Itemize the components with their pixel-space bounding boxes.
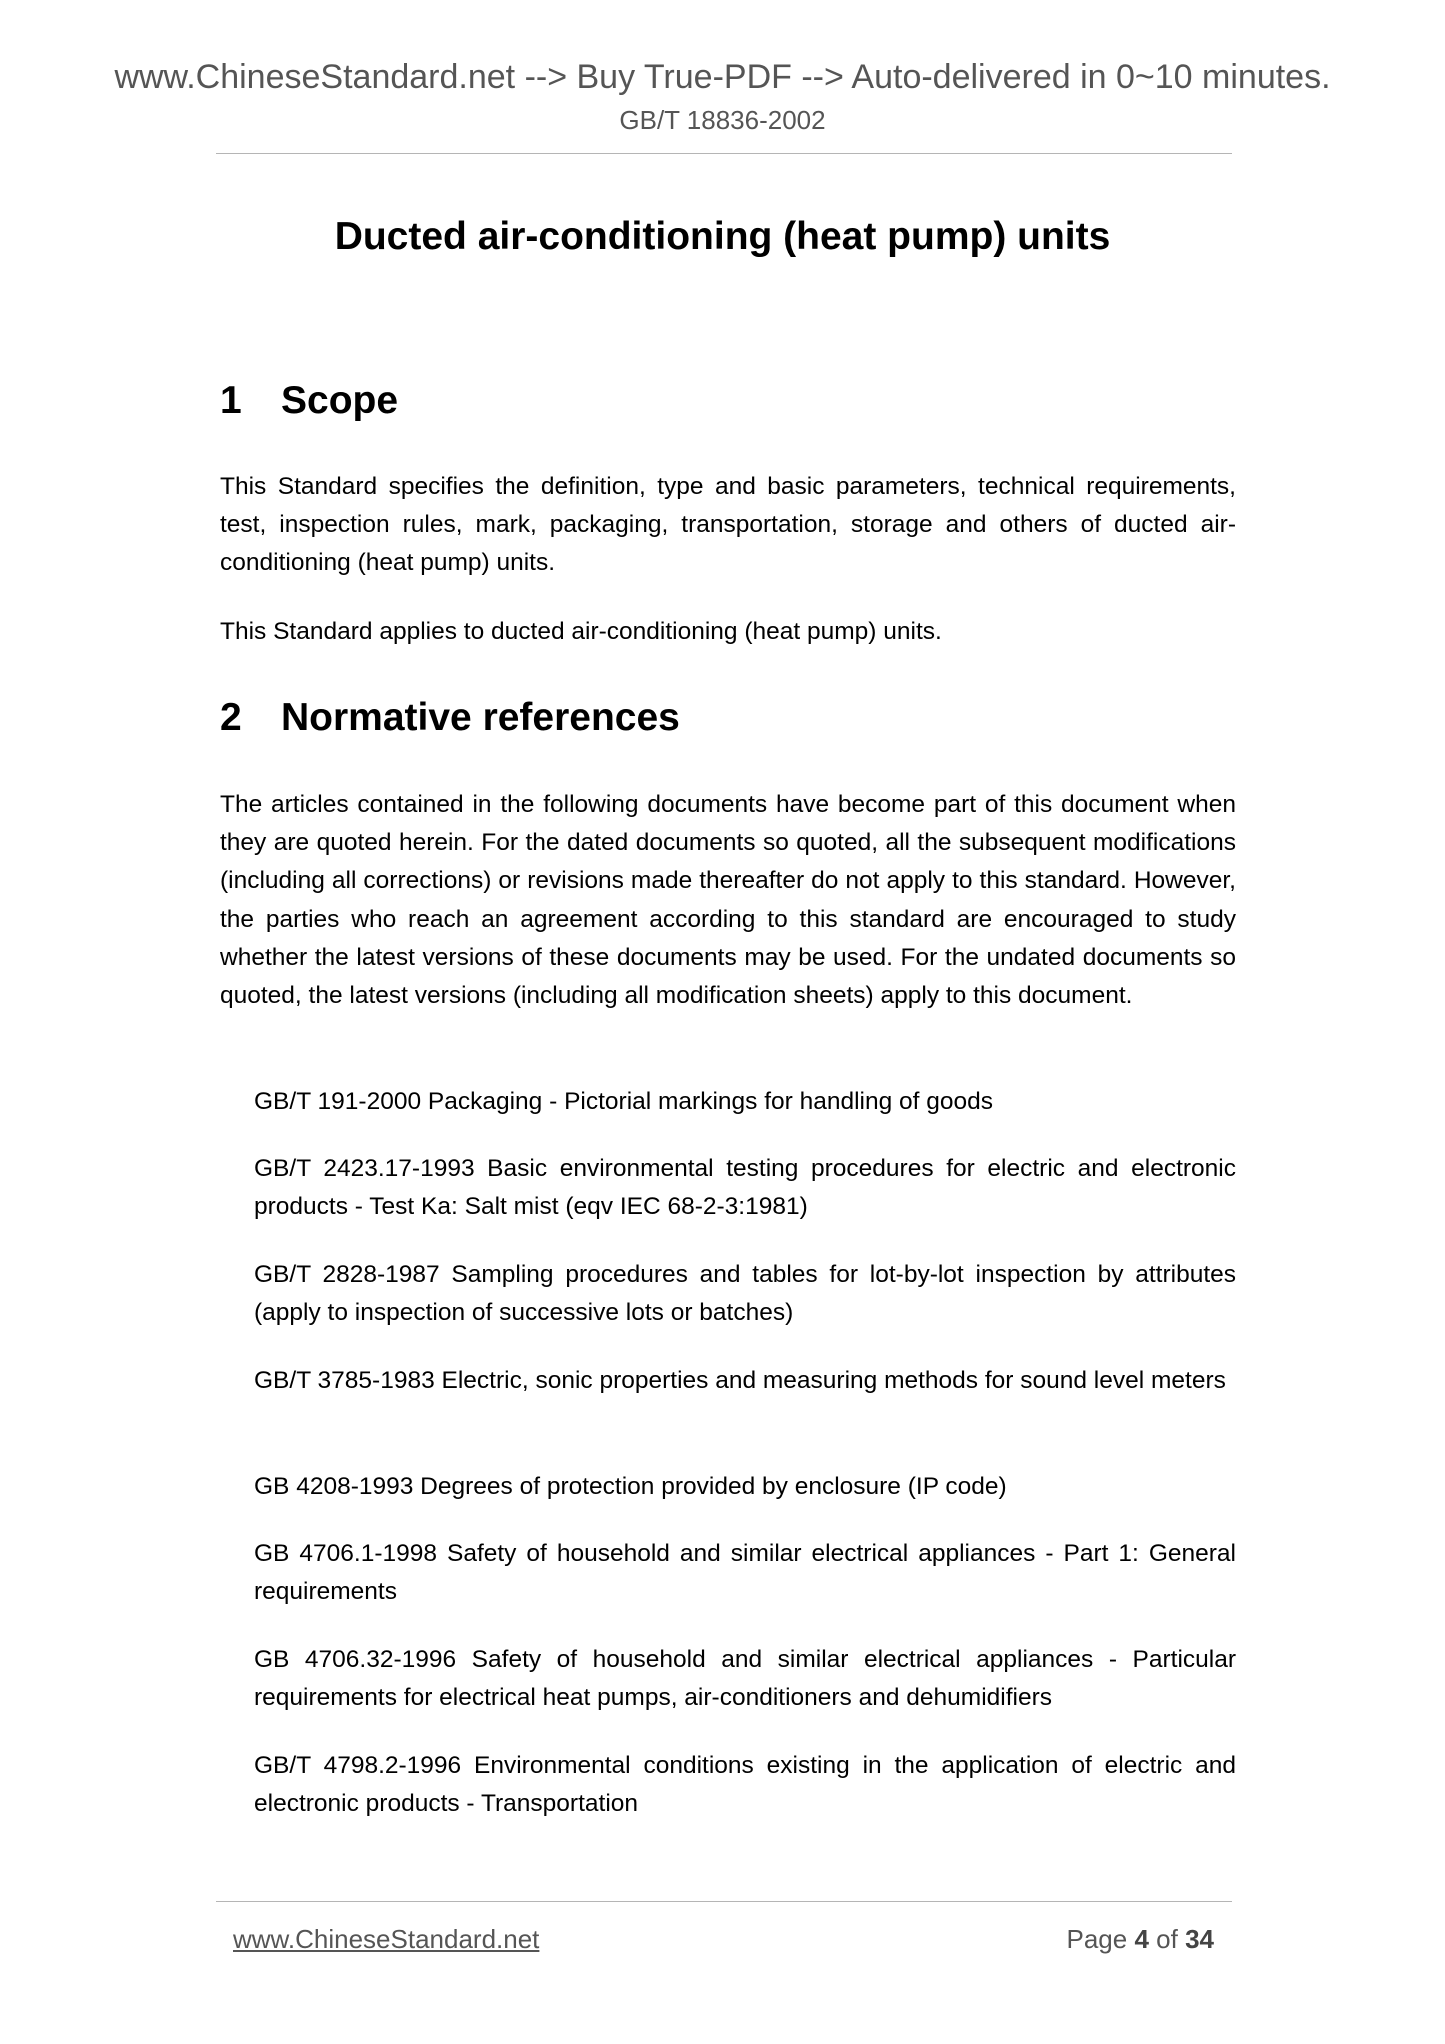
reference-item: GB 4706.32-1996 Safety of household and similar electrical appliances - Particular requirements for electrical heat pumps, air-conditioners and dehumidifiers: [254, 1646, 1236, 1712]
reference-item: GB 4706.1-1998 Safety of household and similar electrical appliances - Part 1: General requirements: [254, 1540, 1236, 1606]
scope-paragraph-2: This Standard applies to ducted air-conditioning (heat pump) units.: [220, 618, 942, 645]
reference-item: GB/T 191-2000 Packaging - Pictorial markings for handling of goods: [254, 1088, 994, 1115]
section-number: 1: [220, 379, 242, 422]
document-title: Ducted air-conditioning (heat pump) units: [334, 215, 1111, 258]
reference-item: GB 4208-1993 Degrees of protection provided by enclosure (IP code): [254, 1473, 1007, 1500]
section-title: Scope: [281, 379, 399, 422]
footer-divider: [216, 1901, 1232, 1902]
reference-item: GB/T 2423.17-1993 Basic environmental testing procedures for electric and electronic products - Test Ka: Salt mist (eqv IEC 68-2-3:1981): [254, 1155, 1236, 1221]
section-heading-normative-references: [220, 693, 680, 743]
page-indicator: [0, 1922, 1214, 1956]
header-divider: [216, 153, 1232, 154]
page-of-label: of: [1156, 1924, 1178, 1954]
section-number: 2: [220, 696, 242, 739]
section-title: Normative references: [281, 696, 680, 739]
scope-paragraph-1: This Standard specifies the definition, type and basic parameters, technical requirements, test, inspection rules, mark, packaging, transportation, storage and others of ducted air-conditioning (heat pump) units.: [220, 473, 1236, 577]
header-banner: www.ChineseStandard.net --> Buy True-PDF --> Auto-delivered in 0~10 minutes.: [114, 58, 1331, 96]
section-heading-scope: [220, 376, 398, 426]
reference-item: GB/T 3785-1983 Electric, sonic properties and measuring methods for sound level meters: [254, 1367, 1226, 1394]
standard-number: GB/T 18836-2002: [619, 105, 826, 135]
page-label: Page: [1066, 1924, 1128, 1954]
current-page-number: 4: [1134, 1924, 1149, 1954]
total-pages-number: 34: [1185, 1924, 1214, 1954]
reference-item: GB/T 4798.2-1996 Environmental conditions existing in the application of electric and electronic products - Transportation: [254, 1752, 1236, 1818]
reference-item: GB/T 2828-1987 Sampling procedures and tables for lot-by-lot inspection by attributes (apply to inspection of successive lots or batches): [254, 1261, 1236, 1327]
normative-references-intro: The articles contained in the following documents have become part of this document when they are quoted herein. For the dated documents so quoted, all the subsequent modifications (including all corrections) or revisions made thereafter do not apply to this standard. However, the parties who reach an agreement according to this standard are encouraged to study whether the latest versions of these documents may be used. For the undated documents so quoted, the latest versions (including all modification sheets) apply to this document.: [220, 791, 1236, 1010]
footer-website-link[interactable]: www.ChineseStandard.net: [233, 1924, 540, 1954]
